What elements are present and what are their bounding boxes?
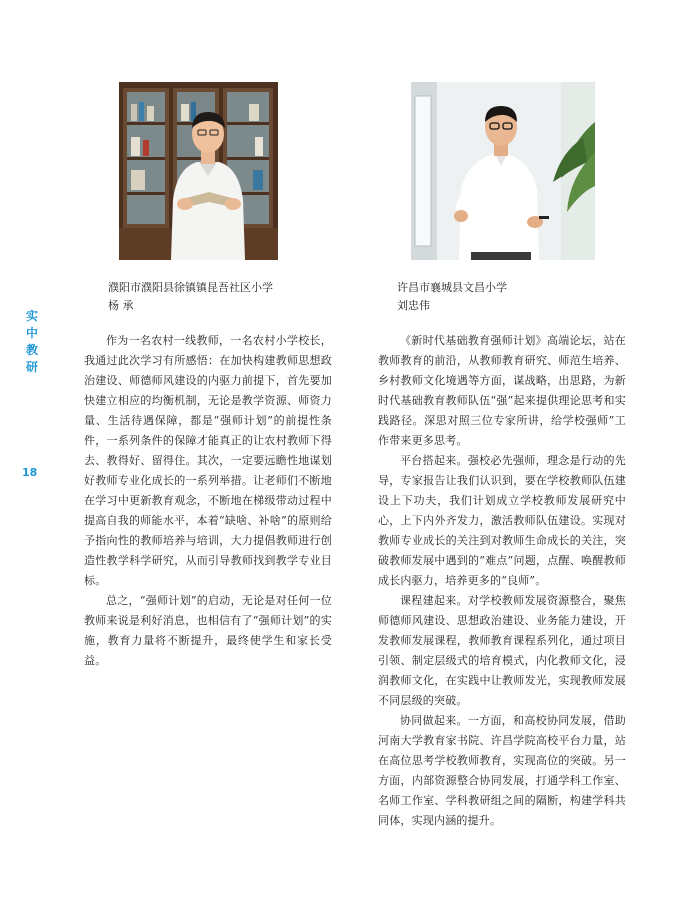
section-label-char: 研 <box>25 360 38 374</box>
caption-name: 刘忠伟 <box>397 299 430 312</box>
photo-teacher-right <box>411 82 595 260</box>
photo-caption-right <box>397 279 507 315</box>
paragraph: 平台搭起来。强校必先强师，理念是行动的先导，专家报告让我们认识到，要在学校教师队伍建设上下功夫，我们计划成立学校教师发展研究中心，上下内外齐发力，激活教师队伍建设。实现对教师专业成长的关注到对教师生命成长的关注，突破教师发展中遇到的“难点”问题，点醒、唤醒教师成长内驱力，培养更多的“良师”。 <box>378 454 626 587</box>
paragraph: 作为一名农村一线教师，一名农村小学校长，我通过此次学习有所感悟：在加快构建教师思想政治建设、师德师风建设的内驱力前提下，首先要加快建立相应的均衡机制，无论是教学资源、师资力量、生活待遇保障，都是“强师计划”的前提性条件，一系列条件的保障才能真正的让农村教师下得去、教得好、留得住。其次，一定要远瞻性地谋划好教师专业化成长的一系列举措。让老师们不断地在学习中更新教育观念，不断地在梯级带动过程中提高自我的师能水平，本着“缺啥、补啥”的原则给予指向性的教师培养与培训，大力提倡教师进行创造性教学科学研究，从而引导教师找到教学专业目标。 <box>84 334 332 587</box>
section-label-char: 中 <box>25 326 38 340</box>
section-label <box>24 308 40 376</box>
page-number: 18 <box>22 466 38 479</box>
portrait-image-right <box>411 82 595 260</box>
paragraph: 课程建起来。对学校教师发展资源整合，聚焦师德师风建设、思想政治建设、业务能力建设，开发教师发展课程，教师教育课程系列化，通过项目引领、制定层级式的培育模式，内化教师文化，浸润教师文化，在实践中让教师发光，实现教师发展不同层级的突破。 <box>378 594 626 707</box>
article-column-left <box>84 331 332 671</box>
caption-school: 许昌市襄城县文昌小学 <box>397 281 507 294</box>
caption-name: 杨 承 <box>108 299 134 312</box>
section-label-char: 教 <box>25 343 38 357</box>
photo-teacher-left <box>119 82 278 260</box>
paragraph: 总之，“强师计划”的启动，无论是对任何一位教师来说是利好消息，也相信有了“强师计划”的实施，教育力量将不断提升，最终使学生和家长受益。 <box>84 594 332 667</box>
portrait-image-left <box>119 82 278 260</box>
caption-school: 濮阳市濮阳县徐镇镇昆吾社区小学 <box>108 281 273 294</box>
article-column-right <box>378 331 626 831</box>
paragraph: 协同做起来。一方面，和高校协同发展，借助河南大学教育家书院、许昌学院高校平台力量，站在高位思考学校教师教育，实现高位的突破。另一方面，内部资源整合协同发展，打通学科工作室、名师工作室、学科教研组之间的隔断，构建学科共同体，实现内涵的提升。 <box>378 714 626 827</box>
section-label-char: 实 <box>25 309 38 323</box>
paragraph: 《新时代基础教育强师计划》高端论坛，站在教师教育的前沿，从教师教育研究、师范生培养、乡村教师文化境遇等方面，谋战略，出思路，为新时代基础教育教师队伍“强”起来提供理论思考和实践路径。深思对照三位专家所讲，给学校强师”工作带来更多思考。 <box>378 334 626 447</box>
photo-caption-left <box>108 279 273 315</box>
